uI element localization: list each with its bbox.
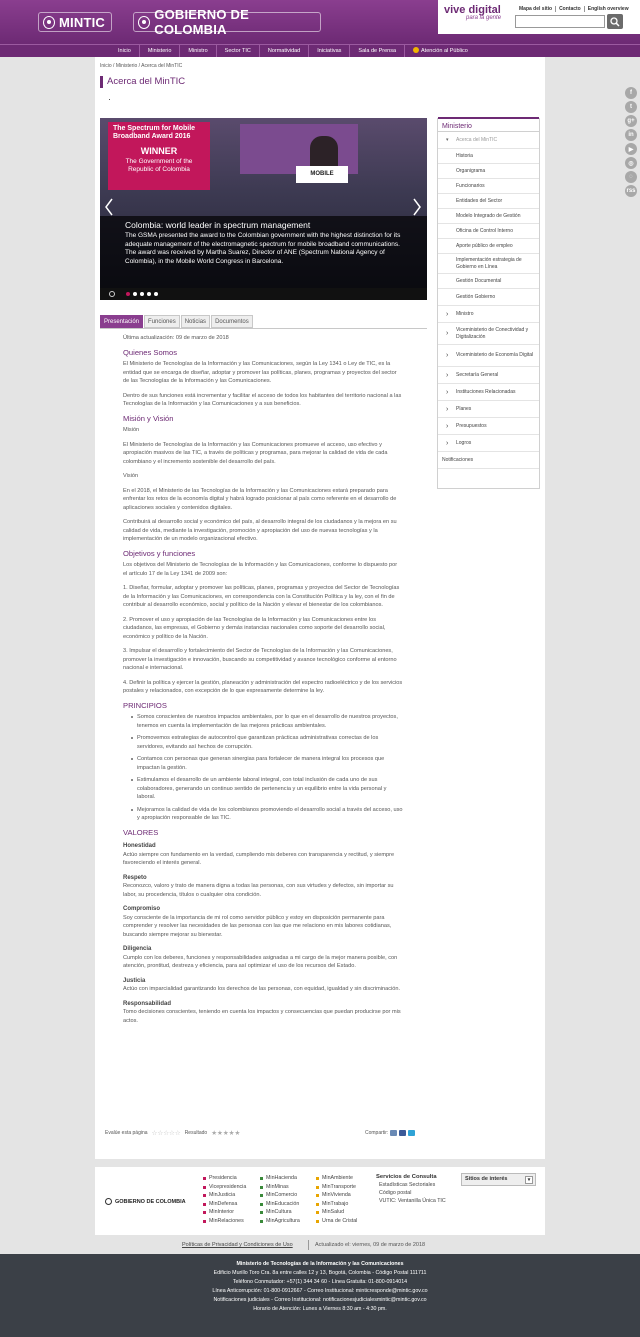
label-vision: Visión: [123, 473, 139, 479]
paragraph: Contribuirá al desarrollo social y económico del país, al desarrollo integral de los ciudadanos y la mejora en su calidad de vida, mediante la investigación, promoción y apropiación del uso de nuevas tecnologías y la implementación de un modelo organizacional efectivo.: [123, 519, 397, 542]
footer-updated: Actualizado el: viernes, 09 de marzo de 2018: [315, 1242, 426, 1248]
nav-sala-prensa[interactable]: Sala de Prensa: [349, 45, 404, 57]
list-item: Promovemos estrategias de autocontrol que garantizan prácticas administrativas correctas de los servidores, evitando así hechos de corrupción.: [131, 734, 403, 751]
award-winner: WINNER: [140, 146, 178, 156]
footer-gov-logo-text: GOBIERNO DE COLOMBIA: [115, 1198, 186, 1205]
result-label: Resultado: [184, 1130, 208, 1136]
mintic-logo[interactable]: [38, 12, 112, 32]
separator-dot: [109, 99, 110, 100]
valor-text: Actúo siempre con fundamento en la verdad, cumpliendo mis deberes con transparencia y rectitud, y siempre favoreciendo el interés general.: [123, 851, 395, 866]
footer-link[interactable]: MinInterior: [203, 1208, 246, 1217]
seal-icon: [105, 1198, 112, 1205]
footer-link[interactable]: MinCultura: [260, 1208, 300, 1217]
gobierno-logo[interactable]: [133, 7, 321, 37]
vive-digital-text: vive digital: [444, 4, 501, 16]
bottom-footer: [0, 1254, 640, 1337]
sidebar-section[interactable]: › Instituciones Relacionadas: [438, 384, 539, 401]
slider-prev-button[interactable]: [104, 198, 114, 216]
sidebar-subitem[interactable]: Aporte público de empleo: [438, 239, 539, 254]
list-item: Mejoramos la calidad de vida de los colombianos promoviendo el desarrollo social a través del acceso, uso y apropiación responsable de las TIC.: [131, 806, 403, 823]
footer-link[interactable]: Código postal: [379, 1190, 412, 1196]
breadcrumb[interactable]: Inicio / Ministerio / Acerca del MinTIC: [100, 63, 183, 69]
sidebar-section[interactable]: › Logros: [438, 435, 539, 452]
valor-title: Responsabilidad: [123, 1000, 172, 1007]
footer-links: [95, 1167, 545, 1235]
nav-iniciativas[interactable]: Iniciativas: [308, 45, 349, 57]
footer-link[interactable]: MinHacienda: [260, 1174, 300, 1183]
servicios-consulta-title: Servicios de Consulta: [376, 1174, 437, 1180]
sidebar-section[interactable]: › Ministro: [438, 306, 539, 323]
seal-icon: [138, 16, 150, 29]
site-header: [0, 0, 640, 44]
tab-divider: [100, 328, 427, 329]
sidebar-subitem[interactable]: Gestión Gobierno: [438, 289, 539, 306]
footer-link[interactable]: Presidencia: [203, 1174, 246, 1183]
slider-dot[interactable]: [140, 292, 144, 296]
slider-dots: [126, 292, 158, 296]
footer-link[interactable]: MinComercio: [260, 1191, 300, 1200]
link-contacto[interactable]: Contacto: [556, 6, 585, 12]
heading-quienes-somos: Quienes Somos: [123, 347, 178, 357]
tab-documentos[interactable]: Documentos: [211, 315, 253, 328]
nav-atencion-publico[interactable]: [404, 45, 476, 57]
sidebar-subitem[interactable]: Entidades del Sector: [438, 194, 539, 209]
label-mision: Misión: [123, 427, 140, 433]
slider-dot[interactable]: [133, 292, 137, 296]
paragraph: En el 2018, el Ministerio de las Tecnologías de la Información y las Comunicaciones estará preparado para enfrentar los retos de la economía digital y habrá logrado posicionar al país como referente en el desarrollo de aplicaciones sociales y contenidos digitales.: [123, 487, 397, 511]
paragraph: El Ministerio de Tecnologías de la Información y las Comunicaciones, según la Ley 1341 o Ley de TIC, es la entidad que se encarga de diseñar, adoptar y promover las políticas, planes, programas y proyectos del sector de las Tecnologías de la Información y las Comunicaciones.: [123, 361, 397, 384]
chevron-down-icon: ▾: [525, 1176, 533, 1184]
slider-next-button[interactable]: [412, 198, 422, 216]
footer-link[interactable]: MinAgricultura: [260, 1217, 300, 1226]
privacy-policy-link[interactable]: Políticas de Privacidad y Condiciones de Uso: [182, 1242, 293, 1248]
youtube-icon[interactable]: ▶: [625, 143, 637, 155]
linkedin-icon[interactable]: in: [625, 129, 637, 141]
share-email-icon[interactable]: [390, 1130, 397, 1136]
footer-link[interactable]: MinTrabajo: [316, 1200, 357, 1209]
footer-link[interactable]: MinJusticia: [203, 1191, 246, 1200]
nav-inicio[interactable]: Inicio: [118, 48, 131, 54]
sidebar-subitem[interactable]: Modelo Integrado de Gestión: [438, 209, 539, 224]
servicios-consulta: [376, 1173, 446, 1205]
search-icon: [610, 17, 620, 27]
valor-text: Reconozco, valoro y trato de manera digna a todas las personas, con sus virtudes y defectos, sin importar su labor, su procedencia, títulos o cualquier otra condición.: [123, 883, 394, 898]
slider-dot[interactable]: [126, 292, 130, 296]
slide-caption-title: Colombia: world leader in spectrum management: [125, 220, 311, 230]
footer-link[interactable]: MinSalud: [316, 1208, 357, 1217]
rating-stars-input[interactable]: ☆☆☆☆☆: [151, 1130, 181, 1137]
instagram-icon[interactable]: ◎: [625, 157, 637, 169]
sitios-interes-label: Sitios de interés: [465, 1176, 508, 1182]
page-title: Acerca del MinTIC: [100, 76, 185, 88]
footer-horario: Horario de Atención: Lunes a Viernes 8:30 am - 4:30 pm.: [253, 1306, 387, 1312]
footer-address: Edificio Murillo Toro Cra. 8a entre calles 12 y 13, Bogotá, Colombia - Código Postal 111711: [213, 1270, 427, 1276]
nav-sector-tic[interactable]: Sector TIC: [216, 45, 259, 57]
footer-link[interactable]: MinTransporte: [316, 1183, 357, 1192]
nav-ministro[interactable]: Ministro: [179, 45, 215, 57]
paragraph: El Ministerio de Tecnologías de la Información y las Comunicaciones promueve el acceso, uso efectivo y apropiación masivos de las TIC, a través de políticas y programas, para mejorar la calidad de vida de cada colombiano y el incremento sostenible del desarrollo del país.: [123, 441, 388, 465]
footer-link[interactable]: VUTIC: Ventanilla Única TIC: [379, 1198, 446, 1204]
link-english-overview[interactable]: English overview: [587, 6, 629, 12]
paragraph: Los objetivos del Ministerio de Tecnologías de la Información y las Comunicaciones, conforme lo dispuesto por el artículo 17 de la Ley 1341 de 2009 son:: [123, 562, 398, 577]
seal-icon: [43, 16, 55, 29]
mintic-logo-text: MINTIC: [59, 14, 105, 30]
link-mapa-sitio[interactable]: Mapa del sitio: [516, 6, 556, 12]
content-tabs: [100, 315, 253, 328]
paragraph: 2. Promover el uso y apropiación de las Tecnologías de la Información y las Comunicaciones entre los ciudadanos, las empresas, el Gobierno y demás instancias nacionales como soporte del desarrollo social, económico y político de la Nación.: [123, 616, 386, 640]
last-updated: Última actualización: 09 de marzo de 2018: [123, 335, 229, 341]
footer-col-1: [203, 1174, 246, 1225]
slide-caption: [100, 216, 427, 288]
sidebar: [437, 118, 540, 489]
sidebar-subitem[interactable]: Implementación estrategia de Gobierno en Línea: [438, 254, 539, 274]
valor-title: Compromiso: [123, 906, 161, 912]
paragraph: 3. Impulsar el desarrollo y fortalecimiento del Sector de Tecnologías de la Información y las Comunicaciones, promover la investigación e innovación, buscando su competitividad y avance tecnológico conforme al entorno nacional e internacional.: [123, 648, 397, 671]
top-links: [516, 6, 632, 12]
nav-atencion-label: Atención al Público: [421, 48, 468, 54]
valor-title: Justicia: [123, 977, 146, 984]
check-icon: [413, 47, 419, 53]
footer-link[interactable]: MinRelaciones: [203, 1217, 246, 1226]
sidebar-section[interactable]: › Planes: [438, 401, 539, 418]
heading-mision-vision: Misión y Visión: [123, 413, 174, 423]
valor-title: Honestidad: [123, 843, 156, 849]
footer-link[interactable]: MinEducación: [260, 1200, 300, 1209]
search-input[interactable]: [515, 15, 605, 28]
paragraph: 1. Diseñar, formular, adoptar y promover las políticas, planes, programas y proyectos del Sector de Tecnologías de la Información y las Comunicaciones, en correspondencia con la Constitución Política y la ley, con el fin de contribuir al desarrollo económico, social y político de la Nación y elevar el bienestar de los colombianos.: [123, 585, 400, 608]
footer-link[interactable]: MinVivienda: [316, 1191, 357, 1200]
sidebar-subitem[interactable]: Gestión Documental: [438, 274, 539, 289]
mobile-badge: MOBILE: [296, 166, 348, 183]
heading-valores: VALORES: [123, 827, 159, 837]
list-item: Somos conscientes de nuestros impactos ambientales, por lo que en el desarrollo de nuestros proyectos, tenemos en cuenta la implementación de las mejores prácticas ambientales.: [131, 713, 403, 730]
footer-anticorrupcion: Línea Anticorrupción: 01-800-0912667 - Correo Institucional: minticresponde@mintic.gov.co: [212, 1288, 428, 1294]
share-label: Compartir:: [365, 1130, 389, 1136]
valor-title: Respeto: [123, 874, 147, 881]
sidebar-notificaciones[interactable]: Notificaciones: [438, 452, 539, 469]
sidebar-subitem[interactable]: Organigrama: [438, 164, 539, 179]
tab-noticias[interactable]: Noticias: [181, 315, 210, 328]
footer-col-3: [316, 1174, 357, 1225]
footer-phone: Teléfono Conmutador: +57(1) 344 34 60 - Línea Gratuita: 01-800-0914014: [232, 1279, 408, 1285]
valor-text: Soy consciente de la importancia de mi rol como servidor público y estoy en disposición permanente para comprender y resolver las necesidades de las personas con las que me relaciono en mis labores cotidianas, buscando siempre mejorar su bienestar.: [123, 914, 392, 938]
social-icons: [625, 87, 637, 197]
principios-list: [131, 713, 403, 823]
heading-principios: PRINCIPIOS: [123, 700, 167, 710]
sidebar-section[interactable]: › Viceministerio de Economía Digital: [438, 345, 539, 367]
vive-digital-subtext: para la gente: [466, 15, 502, 21]
footer-col-2: [260, 1174, 300, 1225]
search-button[interactable]: [607, 14, 623, 29]
facebook-icon[interactable]: [399, 1130, 406, 1136]
main-content: [95, 57, 545, 1159]
share-row: [365, 1130, 415, 1136]
divider: [308, 1240, 309, 1250]
footer-ministry-name: Ministerio de Tecnologías de la Información y las Comunicaciones: [236, 1261, 404, 1267]
google-plus-icon[interactable]: g+: [625, 115, 637, 127]
valor-text: Tomo decisiones conscientes, teniendo en cuenta los impactos y consecuencias que puedan producirse por mis actos.: [123, 1009, 401, 1024]
footer-link[interactable]: Urna de Cristal: [316, 1217, 357, 1226]
sidebar-subitem[interactable]: Historia: [438, 149, 539, 164]
rss-icon[interactable]: rss: [625, 185, 637, 197]
paragraph: 4. Definir la política y ejercer la gestión, planeación y administración del espectro radioeléctrico y de los servicios postales y relacionados, con excepción de lo que expresamente determine la ley.: [123, 679, 403, 694]
tab-funciones[interactable]: Funciones: [144, 315, 180, 328]
article-body: [123, 334, 403, 1031]
footer-link[interactable]: MinDefensa: [203, 1200, 246, 1209]
nav-ministerio[interactable]: Ministerio: [139, 45, 180, 57]
facebook-icon[interactable]: f: [625, 87, 637, 99]
twitter-icon[interactable]: [408, 1130, 415, 1136]
sidebar-section[interactable]: › Presupuestos: [438, 418, 539, 435]
main-nav: [0, 44, 640, 57]
page-rating: [105, 1129, 244, 1137]
award-title: The Spectrum for Mobile Broadband Award 2016: [113, 125, 196, 140]
valor-text: Actúo con imparcialidad garantizando los derechos de las personas, con equidad, igualdad y sin discriminación.: [123, 986, 401, 992]
image-slider[interactable]: [100, 118, 427, 300]
twitter-icon[interactable]: t: [625, 101, 637, 113]
chevron-left-icon: [104, 198, 114, 216]
vive-digital-logo[interactable]: [444, 4, 512, 30]
award-recipient: The Government of the Republic of Colombia: [125, 158, 193, 173]
sidebar-item-current[interactable]: ▾ Acerca del MinTIC: [438, 132, 539, 149]
list-item: Contamos con personas que generan sinergias para fortalecer de manera integral los procesos que impactan la gestión.: [131, 755, 403, 772]
nav-normatividad[interactable]: Normatividad: [259, 45, 308, 57]
result-stars: ★★★★★: [211, 1130, 241, 1137]
pause-icon[interactable]: [109, 291, 115, 297]
sitios-interes-select[interactable]: [461, 1173, 536, 1186]
list-item: Estimulamos el desarrollo de un ambiente laboral integral, con total inclusión de cada uno de sus colaboradores, generando un continuo sentido de pertenencia y un equilibrio entre la vida personal y laboral.: [131, 776, 403, 802]
sidebar-section[interactable]: › Viceministerio de Conectividad y Digitalización: [438, 323, 539, 345]
flickr-icon[interactable]: ◌: [625, 171, 637, 183]
valor-title: Diligencia: [123, 946, 152, 952]
chevron-right-icon: [412, 198, 422, 216]
heading-objetivos: Objetivos y funciones: [123, 548, 196, 558]
slider-dot[interactable]: [154, 292, 158, 296]
sidebar-section[interactable]: › Secretaría General: [438, 367, 539, 384]
footer-link[interactable]: MinAmbiente: [316, 1174, 357, 1183]
slide-caption-text: The GSMA presented the award to the Colombian government with the highest distinction for its adequate management of the electromagnetic spectrum for mobile broadband communications. The award was received by Martha Suarez, Director of ANE (Spectrum National Agency of Colombia), in the Mobile World Congress in Barcelona.: [125, 232, 401, 265]
sidebar-title[interactable]: Ministerio: [438, 117, 539, 132]
slider-dot[interactable]: [147, 292, 151, 296]
footer-notificaciones: Notificaciones judiciales - Correo Institucional: notificacionesjudicialesmintic@mintic.gov.co: [213, 1297, 427, 1303]
sidebar-subitem[interactable]: Oficina de Control Interno: [438, 224, 539, 239]
award-banner: [108, 122, 210, 190]
footer-link[interactable]: Estadísticas Sectoriales: [379, 1182, 436, 1188]
rating-label: Evalúe esta página: [105, 1130, 148, 1136]
valor-text: Cumplo con los deberes, funciones y responsabilidades asignadas a mi cargo de la mejor manera posible, con atención, prontitud, destreza y eficiencia, para así optimizar el uso de los recursos del Estado.: [123, 954, 398, 969]
paragraph: Dentro de sus funciones está incrementar y facilitar el acceso de todos los habitantes del territorio nacional a las Tecnologías de la Información y las Comunicaciones y a sus beneficios.: [123, 392, 402, 407]
gobierno-logo-text: GOBIERNO DE COLOMBIA: [154, 7, 249, 37]
footer-link[interactable]: Vicepresidencia: [203, 1183, 246, 1192]
footer-gov-logo[interactable]: [105, 1198, 186, 1205]
sidebar-subitem[interactable]: Funcionarios: [438, 179, 539, 194]
footer-link[interactable]: MinMinas: [260, 1183, 300, 1192]
tab-presentacion[interactable]: Presentación: [100, 315, 143, 328]
